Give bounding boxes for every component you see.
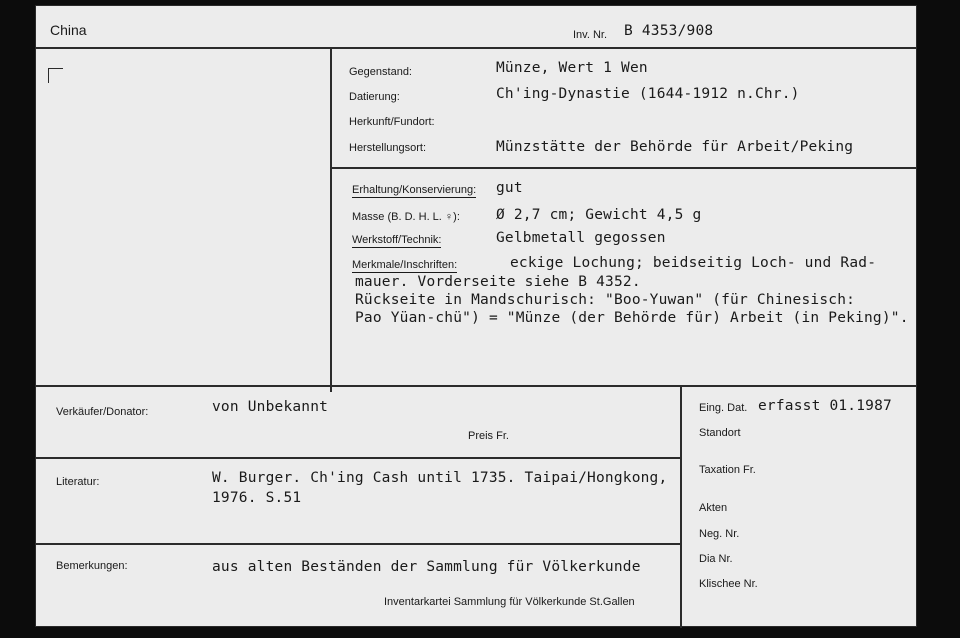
rule-literatur: [36, 457, 680, 459]
dia-label: Dia Nr.: [699, 553, 733, 565]
preis-label: Preis Fr.: [468, 430, 509, 442]
rule-main: [36, 385, 916, 387]
herstellungsort-value: Münzstätte der Behörde für Arbeit/Peking: [496, 139, 854, 155]
masse-label: Masse (B. D. H. L. ♀):: [352, 211, 460, 223]
neg-label: Neg. Nr.: [699, 528, 740, 540]
standort-label: Standort: [699, 427, 741, 439]
verkaeufer-label: Verkäufer/Donator:: [56, 406, 149, 418]
literatur-line-1: W. Burger. Ch'ing Cash until 1735. Taipai/Hongkong,: [212, 470, 668, 486]
literatur-label: Literatur:: [56, 476, 100, 488]
gegenstand-value: Münze, Wert 1 Wen: [496, 60, 648, 76]
bemerkungen-label: Bemerkungen:: [56, 560, 128, 572]
rule-header: [36, 47, 916, 49]
akten-label: Akten: [699, 502, 728, 514]
rule-admin-column: [680, 385, 682, 628]
verkaeufer-value: von Unbekannt: [212, 399, 329, 415]
gegenstand-label: Gegenstand:: [349, 66, 412, 78]
datierung-label: Datierung:: [349, 91, 400, 103]
taxation-label: Taxation Fr.: [699, 464, 756, 476]
erhaltung-label: Erhaltung/Konservierung:: [352, 184, 477, 196]
werkstoff-value: Gelbmetall gegossen: [496, 230, 666, 246]
bemerkungen-value: aus alten Beständen der Sammlung für Völkerkunde: [212, 559, 641, 575]
inv-value: B 4353/908: [624, 23, 714, 39]
masse-value: Ø 2,7 cm; Gewicht 4,5 g: [496, 207, 702, 223]
erhaltung-value: gut: [496, 180, 523, 196]
merkmale-label: Merkmale/Inschriften:: [352, 259, 458, 271]
inv-label: Inv. Nr.: [573, 29, 608, 41]
corner-mark: [48, 68, 63, 83]
herstellungsort-label: Herstellungsort:: [349, 142, 427, 154]
eing-label: Eing. Dat.: [699, 402, 748, 414]
herkunft-label: Herkunft/Fundort:: [349, 116, 435, 128]
merkmale-line-2: mauer. Vorderseite siehe B 4352.: [355, 274, 641, 290]
rule-left-column: [330, 47, 332, 392]
inventory-card: [35, 5, 917, 627]
rule-object-section: [330, 167, 916, 169]
eing-value: erfasst 01.1987: [758, 398, 892, 414]
country: China: [50, 22, 87, 38]
werkstoff-label: Werkstoff/Technik:: [352, 234, 442, 246]
rule-bemerkungen: [36, 543, 680, 545]
klischee-label: Klischee Nr.: [699, 578, 758, 590]
merkmale-line-1: eckige Lochung; beidseitig Loch- und Rad-: [510, 255, 877, 271]
card-footer: Inventarkartei Sammlung für Völkerkunde St.Gallen: [384, 596, 635, 608]
datierung-value: Ch'ing-Dynastie (1644-1912 n.Chr.): [496, 86, 800, 102]
merkmale-line-4: Pao Yüan-chü") = "Münze (der Behörde für) Arbeit (in Peking)".: [355, 310, 909, 326]
merkmale-line-3: Rückseite in Mandschurisch: "Boo-Yuwan" (für Chinesisch:: [355, 292, 856, 308]
literatur-line-2: 1976. S.51: [212, 490, 302, 506]
